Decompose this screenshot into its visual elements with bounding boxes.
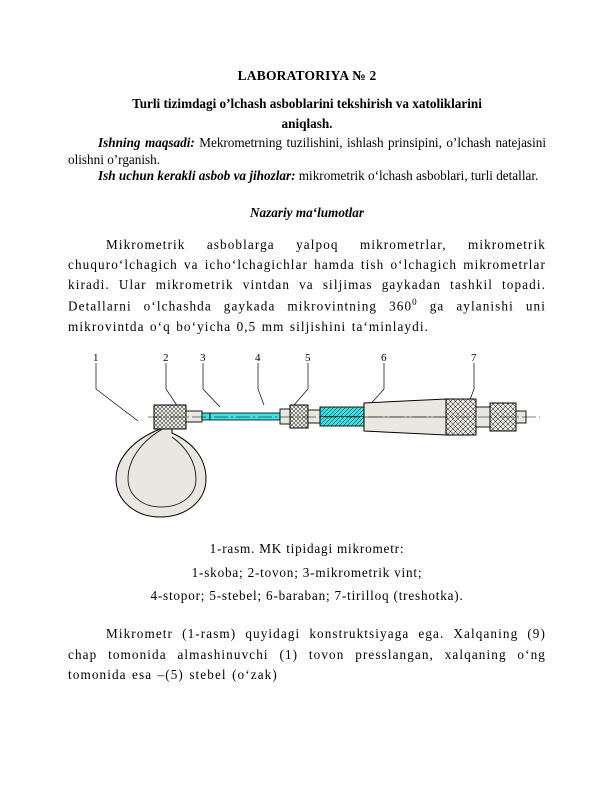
micrometer-diagram	[68, 349, 546, 534]
theory-text-part1: Mikrometrik asboblarga yalpoq mikrometrlar, mikrometrik chuquro‘lchagich va icho‘lchagichlar hamda tish o‘lchagich mikrometrlar kiradi. Ular mikrometrik vintdan va siljimas gaykadan tashkil topadi. Detallarni o‘lchashda gaykada mikrovintning 360	[68, 236, 546, 314]
closing-paragraph-text: Mikrometr (1-rasm) quyidagi konstruktsiyaga ega. Xalqaning (9) chap tomonida almashinuvchi (1) tovon presslangan, xalqaning o‘ng tomonida esa –(5) stebel (o‘zak)	[68, 626, 546, 683]
document-content	[68, 68, 546, 686]
aim-label: Ishning maqsadi:	[98, 135, 195, 150]
callout-1: 1	[93, 352, 99, 365]
micrometric-screw-spindle	[210, 409, 290, 424]
callout-2: 2	[163, 352, 169, 365]
equipment-text: mikrometrik o‘lchash asboblari, turli detallar.	[295, 168, 539, 183]
theory-paragraph	[68, 235, 546, 338]
micrometer-figure	[68, 349, 546, 534]
page-title: LABORATORIYA № 2	[237, 68, 377, 83]
stebel-sleeve	[320, 407, 364, 426]
figure-caption-line1: 1-rasm. MK tipidagi mikrometr:	[209, 541, 405, 557]
section-heading: Nazariy ma‘lumotlar	[250, 204, 364, 220]
callout-4: 4	[255, 352, 261, 365]
document-subtitle-line2: aniqlash.	[281, 115, 333, 131]
theory-text-part2: ga aylanishi uni mikrovintda o‘q bo‘yicha 0,5 mm siljishini ta‘minlaydi.	[68, 298, 546, 334]
callout-numbers	[93, 352, 477, 364]
stopor-clamp	[290, 405, 320, 428]
equipment-paragraph	[68, 168, 546, 185]
document-subtitle-line1: Turli tizimdagi o’lchash asboblarini tekshirish va xatoliklarini	[132, 96, 482, 111]
callout-7: 7	[471, 352, 477, 365]
equipment-label: Ish uchun kerakli asbob va jihozlar:	[98, 168, 296, 183]
aim-paragraph	[68, 135, 546, 168]
aim-text: Mekrometrning tuzilishini, ishlash prinsipini, o’lchash natejasini olishni o’rganish.	[68, 135, 546, 167]
callout-3: 3	[200, 352, 206, 365]
callout-6: 6	[381, 352, 387, 365]
figure-caption-line3: 4-stopor; 5-stebel; 6-baraban; 7-tirilloq (treshotka).	[150, 588, 464, 603]
degree-superscript: 0	[412, 296, 418, 307]
closing-paragraph	[68, 624, 546, 685]
figure-caption-line2: 1-skoba; 2-tovon; 3-mikrometrik vint;	[191, 564, 423, 580]
callout-5: 5	[305, 352, 311, 365]
